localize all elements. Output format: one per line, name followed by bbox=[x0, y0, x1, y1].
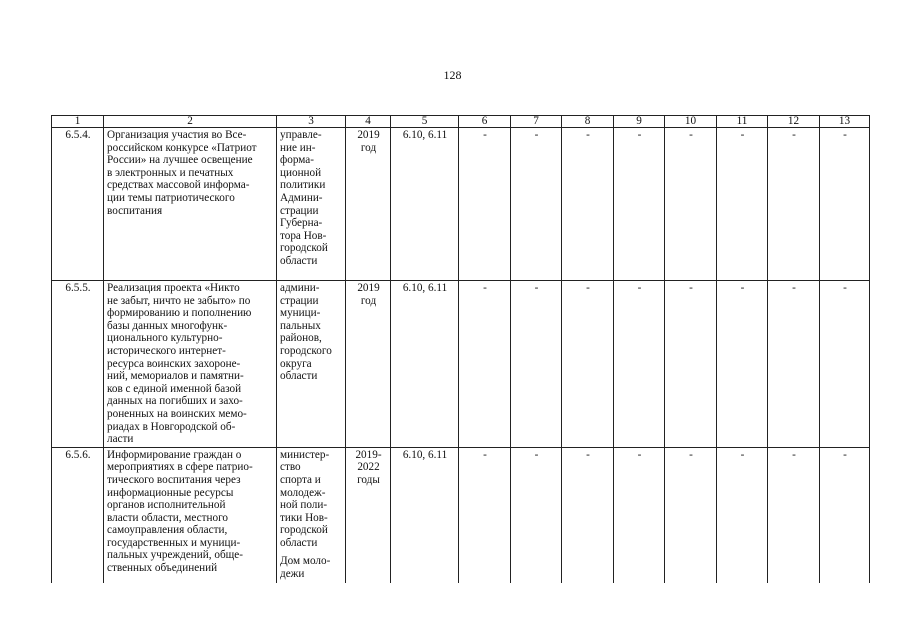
funding-value: - bbox=[768, 281, 820, 448]
column-header: 3 bbox=[277, 116, 346, 128]
funding-value: - bbox=[768, 128, 820, 281]
funding-value: - bbox=[511, 281, 562, 448]
table-row bbox=[52, 281, 870, 448]
responsible-executor: управле- ние ин- форма- ционной политики Админи- страции Губерна- тора Нов- городской области bbox=[277, 128, 346, 281]
funding-value: - bbox=[717, 447, 768, 583]
table-row bbox=[52, 128, 870, 281]
column-header: 6 bbox=[459, 116, 511, 128]
column-header: 7 bbox=[511, 116, 562, 128]
funding-value: - bbox=[459, 128, 511, 281]
funding-value: - bbox=[459, 447, 511, 583]
funding-value: - bbox=[562, 128, 614, 281]
activity-description: Реализация проекта «Никто не забыт, ничто не забыто» по формированию и пополнению базы данных многофунк- ционального культурно- исторического интернет- ресурса воинских захороне- ний, мемориалов и памятни- ков с единой именной базой данных на погибших и захо- роненных на воинских мемо- риадах в Новгородской об- ласти bbox=[104, 281, 277, 448]
column-header: 2 bbox=[104, 116, 277, 128]
table-row bbox=[52, 447, 870, 583]
column-header: 1 bbox=[52, 116, 104, 128]
column-header: 4 bbox=[346, 116, 391, 128]
activities-table bbox=[51, 115, 870, 583]
target-indicators: 6.10, 6.11 bbox=[391, 128, 459, 281]
column-header: 12 bbox=[768, 116, 820, 128]
funding-value: - bbox=[511, 447, 562, 583]
funding-value: - bbox=[717, 281, 768, 448]
implementation-period: 2019 год bbox=[346, 281, 391, 448]
responsible-executor: админи- страции муници- пальных районов, городского округа области bbox=[277, 281, 346, 448]
page-number: 128 bbox=[443, 68, 462, 82]
funding-value: - bbox=[665, 447, 717, 583]
column-header: 13 bbox=[820, 116, 870, 128]
funding-value: - bbox=[562, 447, 614, 583]
implementation-period: 2019- 2022 годы bbox=[346, 447, 391, 583]
funding-value: - bbox=[614, 128, 665, 281]
item-number: 6.5.6. bbox=[52, 447, 104, 583]
item-number: 6.5.4. bbox=[52, 128, 104, 281]
target-indicators: 6.10, 6.11 bbox=[391, 447, 459, 583]
item-number: 6.5.5. bbox=[52, 281, 104, 448]
funding-value: - bbox=[820, 128, 870, 281]
funding-value: - bbox=[459, 281, 511, 448]
funding-value: - bbox=[562, 281, 614, 448]
funding-value: - bbox=[511, 128, 562, 281]
column-header: 9 bbox=[614, 116, 665, 128]
funding-value: - bbox=[614, 447, 665, 583]
funding-value: - bbox=[614, 281, 665, 448]
secondary-executor: Дом моло- дежи bbox=[280, 555, 331, 581]
funding-value: - bbox=[768, 447, 820, 583]
table-header-row bbox=[52, 116, 870, 128]
responsible-executor: министер- ство спорта и молодеж- ной поли- тики Нов- городской области Дом моло- дежи bbox=[277, 447, 346, 583]
column-header: 11 bbox=[717, 116, 768, 128]
column-header: 8 bbox=[562, 116, 614, 128]
column-header: 5 bbox=[391, 116, 459, 128]
funding-value: - bbox=[665, 128, 717, 281]
activity-description: Информирование граждан о мероприятиях в сфере патрио- тического воспитания через информационные ресурсы органов исполнительной власти области, местного самоуправления области, государственных и муници- пальных учреждений, обще- ственных объединений bbox=[104, 447, 277, 583]
column-header: 10 bbox=[665, 116, 717, 128]
funding-value: - bbox=[820, 281, 870, 448]
funding-value: - bbox=[820, 447, 870, 583]
funding-value: - bbox=[665, 281, 717, 448]
target-indicators: 6.10, 6.11 bbox=[391, 281, 459, 448]
implementation-period: 2019 год bbox=[346, 128, 391, 281]
activity-description: Организация участия во Все- российском конкурсе «Патриот России» на лучшее освещение в электронных и печатных средствах массовой информа- ции темы патриотического воспитания bbox=[104, 128, 277, 281]
funding-value: - bbox=[717, 128, 768, 281]
